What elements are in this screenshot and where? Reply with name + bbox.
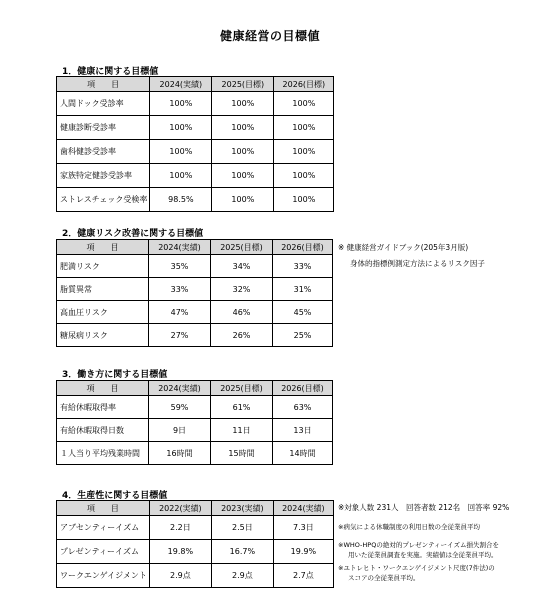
health-targets-table — [56, 76, 334, 212]
section-4-heading: 4．生産性に関する目標値 — [62, 491, 168, 501]
table-row — [57, 301, 333, 324]
cell-value: 45% — [273, 301, 333, 324]
cell-value: 13日 — [273, 419, 333, 442]
presenteeism-note-1: ※WHO-HPQの絶対的プレゼンティーイズム損失割合を — [338, 541, 499, 549]
table-row — [57, 278, 333, 301]
table-row — [57, 442, 333, 465]
page-title: 健康経営の目標値 — [219, 29, 320, 43]
table-row — [57, 164, 334, 188]
header-year-2: 2023(実績) — [211, 501, 273, 516]
cell-value: 100% — [212, 140, 274, 164]
row-label: 人間ドック受診率 — [57, 92, 150, 116]
header-year-2: 2025(目標) — [211, 381, 273, 396]
table-row — [57, 324, 333, 347]
cell-value: 100% — [274, 116, 334, 140]
cell-value: 16.7% — [211, 540, 273, 564]
cell-value: 100% — [150, 92, 212, 116]
cell-value: 100% — [212, 116, 274, 140]
row-label: 歯科健診受診率 — [57, 140, 150, 164]
cell-value: 100% — [274, 164, 334, 188]
cell-value: 19.8% — [149, 540, 211, 564]
cell-value: 61% — [211, 396, 273, 419]
engagement-note-1: ※ユトレヒト・ワークエンゲイジメント尺度(7件法)の — [338, 564, 495, 572]
table-row — [57, 92, 334, 116]
cell-value: 31% — [273, 278, 333, 301]
cell-value: 2.7点 — [273, 564, 333, 588]
cell-value: 35% — [149, 255, 211, 278]
header-year-1: 2024(実績) — [150, 77, 212, 92]
row-label: ストレスチェック受検率 — [57, 188, 150, 212]
header-item: 項 目 — [57, 381, 149, 396]
header-year-3: 2026(目標) — [274, 77, 334, 92]
section-1-heading: 1．健康に関する目標値 — [62, 67, 159, 77]
cell-value: 100% — [274, 188, 334, 212]
header-item: 項 目 — [57, 240, 149, 255]
cell-value: 100% — [212, 92, 274, 116]
cell-value: 11日 — [211, 419, 273, 442]
presenteeism-note-2: 用いた従業員調査を実施。実績値は全従業員平均。 — [348, 551, 498, 559]
work-style-table — [56, 380, 333, 465]
cell-value: 16時間 — [149, 442, 211, 465]
header-year-1: 2024(実績) — [149, 240, 211, 255]
health-risk-table — [56, 239, 333, 347]
cell-value: 63% — [273, 396, 333, 419]
cell-value: 27% — [149, 324, 211, 347]
cell-value: 47% — [149, 301, 211, 324]
section-2-heading: 2．健康リスク改善に関する目標値 — [62, 229, 204, 239]
cell-value: 2.9点 — [149, 564, 211, 588]
cell-value: 14時間 — [273, 442, 333, 465]
row-label: １人当り平均残業時間 — [57, 442, 149, 465]
row-label: プレゼンティーイズム — [57, 540, 150, 564]
cell-value: 100% — [212, 164, 274, 188]
row-label: ワークエンゲイジメント — [57, 564, 150, 588]
row-label: 有給休暇取得日数 — [57, 419, 149, 442]
table-row — [57, 140, 334, 164]
table-row — [57, 419, 333, 442]
header-year-1: 2024(実績) — [149, 381, 211, 396]
row-label: 糖尿病リスク — [57, 324, 149, 347]
header-year-2: 2025(目標) — [212, 77, 274, 92]
cell-value: 100% — [150, 140, 212, 164]
row-label: アブセンティーイズム — [57, 516, 150, 540]
risk-note-method: 身体的指標例測定方法によるリスク因子 — [350, 259, 485, 268]
header-year-2: 2025(目標) — [211, 240, 273, 255]
cell-value: 15時間 — [211, 442, 273, 465]
row-label: 健康診断受診率 — [57, 116, 150, 140]
table-row — [57, 564, 334, 588]
row-label: 有給休暇取得率 — [57, 396, 149, 419]
risk-note-source: ※ 健康経営ガイドブック(205年3月版) — [338, 243, 469, 252]
table-row — [57, 255, 333, 278]
productivity-table — [56, 500, 334, 588]
cell-value: 100% — [212, 188, 274, 212]
cell-value: 100% — [150, 164, 212, 188]
header-item: 項 目 — [57, 501, 150, 516]
absenteeism-note: ※病気による休職制度の利用日数の全従業員平均 — [338, 523, 480, 531]
cell-value: 7.3日 — [273, 516, 333, 540]
row-label: 脂質異常 — [57, 278, 149, 301]
header-year-3: 2026(目標) — [273, 240, 333, 255]
table-row — [57, 540, 334, 564]
header-year-3: 2026(目標) — [273, 381, 333, 396]
cell-value: 100% — [274, 92, 334, 116]
header-item: 項 目 — [57, 77, 150, 92]
cell-value: 46% — [211, 301, 273, 324]
table-row — [57, 516, 334, 540]
section-3-heading: 3．働き方に関する目標値 — [62, 370, 168, 380]
cell-value: 19.9% — [273, 540, 333, 564]
header-year-1: 2022(実績) — [149, 501, 211, 516]
cell-value: 100% — [274, 140, 334, 164]
cell-value: 2.2日 — [149, 516, 211, 540]
cell-value: 2.9点 — [211, 564, 273, 588]
row-label: 肥満リスク — [57, 255, 149, 278]
cell-value: 33% — [273, 255, 333, 278]
cell-value: 2.5日 — [211, 516, 273, 540]
cell-value: 25% — [273, 324, 333, 347]
cell-value: 33% — [149, 278, 211, 301]
cell-value: 98.5% — [150, 188, 212, 212]
table-row — [57, 188, 334, 212]
cell-value: 34% — [211, 255, 273, 278]
cell-value: 59% — [149, 396, 211, 419]
table-row — [57, 396, 333, 419]
header-year-3: 2024(実績) — [273, 501, 333, 516]
cell-value: 26% — [211, 324, 273, 347]
row-label: 高血圧リスク — [57, 301, 149, 324]
engagement-note-2: スコアの全従業員平均。 — [348, 574, 420, 582]
cell-value: 32% — [211, 278, 273, 301]
row-label: 家族特定健診受診率 — [57, 164, 150, 188]
cell-value: 100% — [150, 116, 212, 140]
cell-value: 9日 — [149, 419, 211, 442]
table-row — [57, 116, 334, 140]
survey-note: ※対象人数 231人 回答者数 212名 回答率 92% — [338, 503, 510, 512]
